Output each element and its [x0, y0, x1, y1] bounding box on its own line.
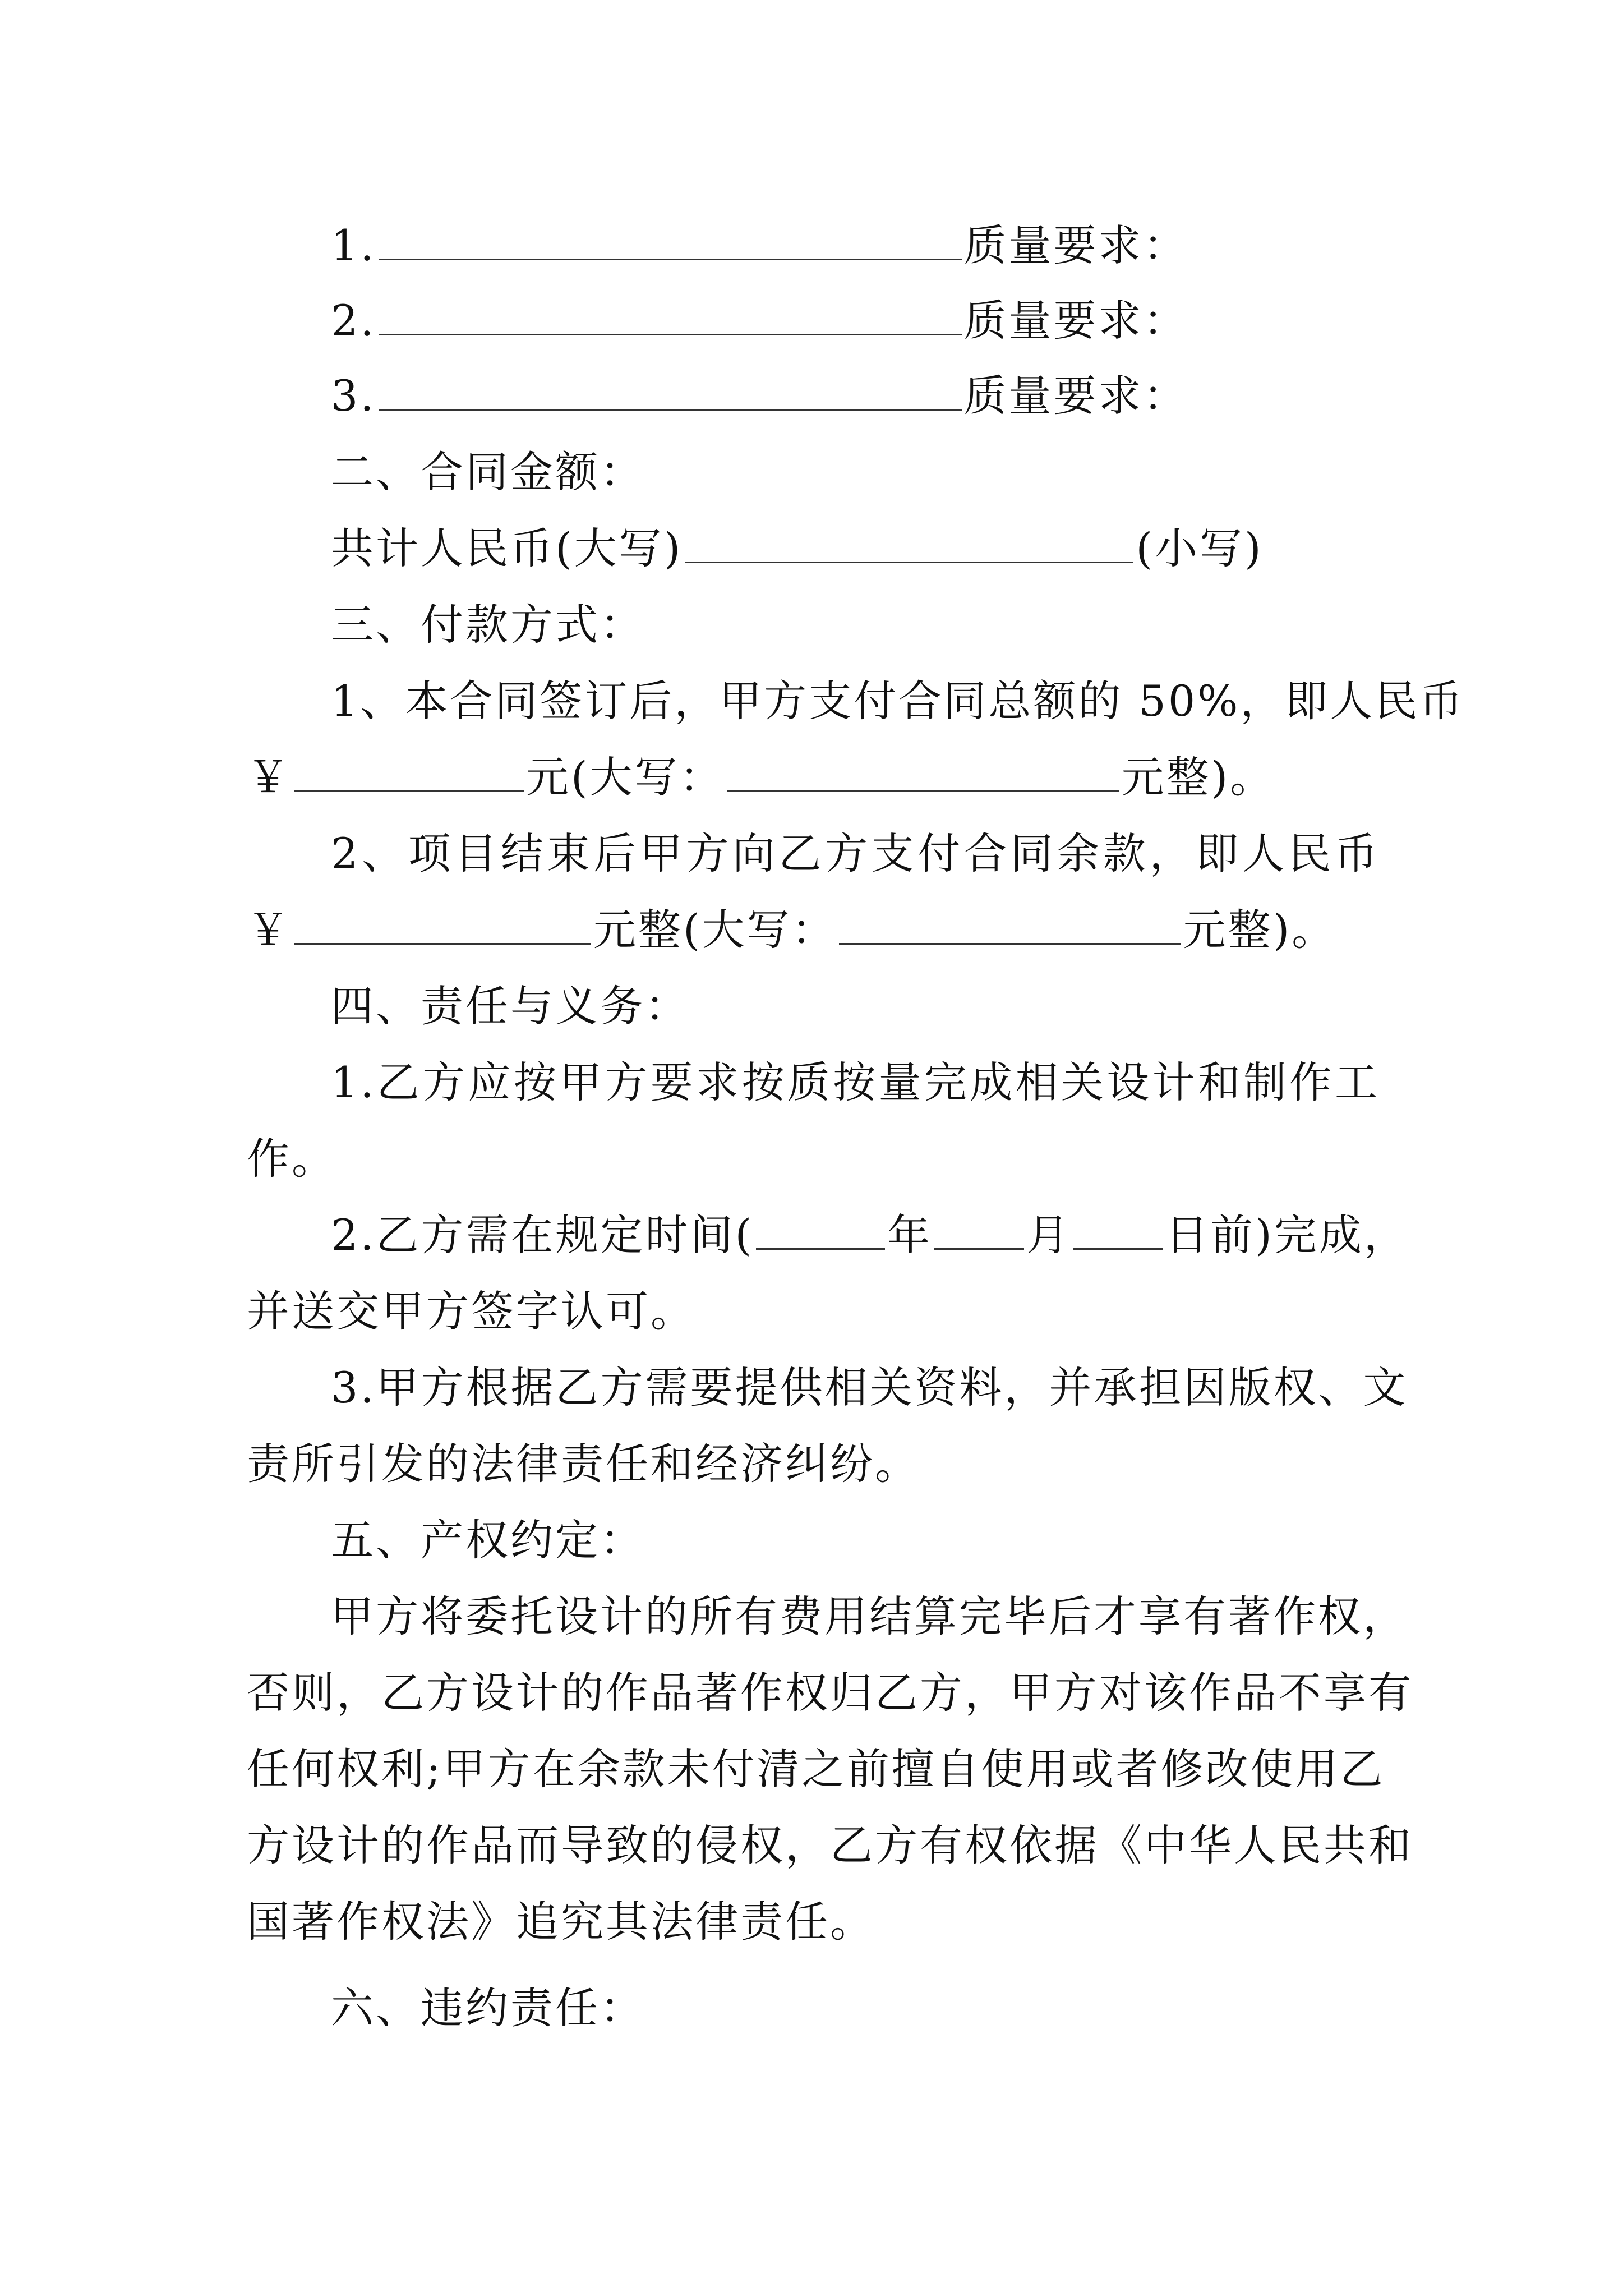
- ip-text-3: 任何权利;甲方在余款未付清之前擅自使用或者修改使用乙: [247, 1744, 1385, 1794]
- payment-2-end: 元整)。: [1183, 905, 1337, 955]
- item-1-line: [0, 206, 1623, 285]
- payment-2-line-1: [331, 815, 1380, 893]
- duty-3-line-2: 责所引发的法律责任和经济纠纷。: [247, 1439, 920, 1489]
- ip-text-4: 方设计的作品而导致的侵权，乙方有权依据《中华人民共和: [247, 1820, 1413, 1870]
- duty-3-line-1: [331, 1349, 1408, 1427]
- payment-2-mid: 元整(大写：: [593, 905, 837, 955]
- item-1-blank[interactable]: [379, 224, 962, 260]
- payment-2-currency: ￥: [247, 905, 292, 955]
- deadline-year-blank[interactable]: [756, 1213, 885, 1250]
- section-2-heading: 二、合同金额：: [331, 447, 645, 497]
- payment-2-text: 2、项目结束后甲方向乙方支付合同余款，即人民币: [331, 829, 1380, 878]
- total-amount-uppercase-blank[interactable]: [685, 527, 1133, 563]
- item-2-blank[interactable]: [379, 299, 962, 335]
- item-3-quality-label: 质量要求：: [963, 371, 1188, 421]
- ip-text-1: 甲方将委托设计的所有费用结算完毕后才享有著作权，: [331, 1591, 1408, 1641]
- item-1-number: 1.: [331, 220, 376, 270]
- duty-2-line-2: 并送交甲方签字认可。: [247, 1286, 695, 1336]
- deadline-month-label: 月: [1026, 1210, 1072, 1260]
- section-3-heading: 三、付款方式：: [331, 600, 645, 650]
- item-2-number: 2.: [331, 296, 376, 346]
- item-3-number: 3.: [331, 371, 376, 421]
- payment-1-uppercase-blank[interactable]: [727, 756, 1119, 792]
- duty-1-text: 1.乙方应按甲方要求按质按量完成相关设计和制作工: [331, 1057, 1380, 1107]
- ip-text-2: 否则，乙方设计的作品著作权归乙方，甲方对该作品不享有: [247, 1668, 1413, 1718]
- payment-2-amount-blank[interactable]: [294, 908, 591, 945]
- ip-line-3: [247, 1730, 1385, 1809]
- payment-1-line-2: [0, 738, 1623, 817]
- total-amount-line: [0, 509, 1623, 588]
- item-2-quality-label: 质量要求：: [963, 296, 1188, 346]
- item-3-blank[interactable]: [379, 374, 962, 411]
- item-3-line: [0, 357, 1623, 435]
- duty-2-prefix: 2.乙方需在规定时间(: [331, 1210, 754, 1260]
- deadline-day-suffix: 日前)完成，: [1165, 1210, 1409, 1260]
- ip-line-4: [247, 1806, 1413, 1885]
- payment-2-uppercase-blank[interactable]: [839, 908, 1181, 945]
- item-2-line: [0, 282, 1623, 360]
- total-amount-prefix: 共计人民币(大写): [331, 523, 683, 573]
- duty-1-line-1: [331, 1043, 1380, 1122]
- ip-line-5: 国著作权法》追究其法律责任。: [247, 1897, 875, 1947]
- duty-3-text: 3.甲方根据乙方需要提供相关资料，并承担因版权、文: [331, 1363, 1408, 1412]
- payment-1-text: 1、本合同签订后，甲方支付合同总额的 50%，即人民币: [331, 676, 1465, 726]
- duty-2-line-1: [0, 1196, 1623, 1274]
- deadline-day-blank[interactable]: [1073, 1213, 1163, 1250]
- section-5-heading: 五、产权约定：: [331, 1515, 645, 1565]
- item-1-quality-label: 质量要求：: [963, 220, 1188, 270]
- payment-1-line-1: [331, 662, 1465, 740]
- ip-line-2: [247, 1654, 1413, 1732]
- total-amount-suffix: (小写): [1136, 523, 1264, 573]
- section-4-heading: 四、责任与义务：: [331, 981, 690, 1031]
- payment-1-amount-blank[interactable]: [294, 756, 524, 792]
- payment-1-end: 元整)。: [1121, 752, 1275, 802]
- deadline-year-label: 年: [887, 1210, 933, 1260]
- section-6-heading: 六、违约责任：: [331, 1983, 645, 2033]
- deadline-month-blank[interactable]: [934, 1213, 1024, 1250]
- ip-line-1: [331, 1577, 1408, 1656]
- payment-1-mid: 元(大写：: [526, 752, 725, 802]
- payment-1-currency: ￥: [247, 752, 292, 802]
- duty-1-line-2: 作。: [247, 1134, 336, 1184]
- payment-2-line-2: [0, 891, 1623, 969]
